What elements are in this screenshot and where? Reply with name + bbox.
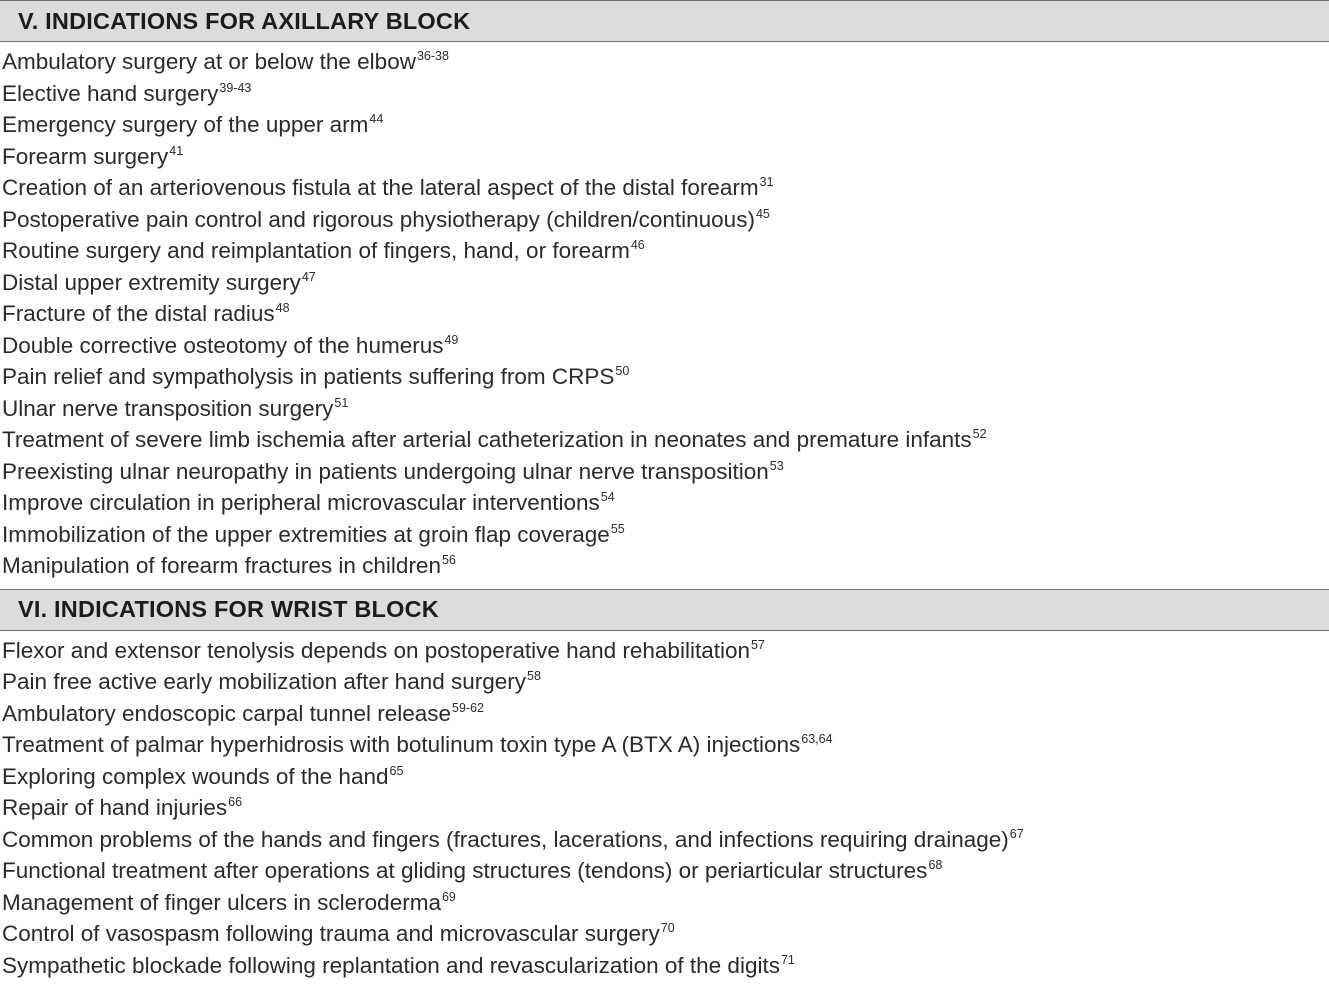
indication-row	[0, 792, 1329, 824]
indication-row	[0, 330, 1329, 362]
reference-superscript: 69	[441, 889, 456, 904]
indication-row	[0, 141, 1329, 173]
indication-text: Improve circulation in peripheral microvascular interventions	[2, 490, 600, 515]
indication-row	[0, 855, 1329, 887]
indication-text: Treatment of severe limb ischemia after arterial catheterization in neonates and premature infants	[2, 427, 972, 452]
indication-row	[0, 698, 1329, 730]
indication-row	[0, 267, 1329, 299]
indication-text: Common problems of the hands and fingers (fractures, lacerations, and infections requiring drainage)	[2, 826, 1009, 852]
reference-superscript: 47	[301, 269, 316, 284]
indication-text: Double corrective osteotomy of the humerus	[2, 332, 444, 358]
reference-superscript: 46	[630, 238, 645, 252]
wrist-indications-list	[0, 631, 1329, 982]
reference-superscript: 45	[755, 206, 770, 221]
indication-row	[0, 424, 1329, 456]
indication-text: Pain free active early mobilization after hand surgery	[2, 669, 527, 694]
indication-text: Fracture of the distal radius	[2, 301, 275, 326]
indication-row	[0, 109, 1329, 141]
indication-text: Exploring complex wounds of the hand	[2, 763, 389, 789]
reference-superscript: 52	[972, 427, 987, 441]
indication-row	[0, 456, 1329, 488]
indication-row	[0, 78, 1329, 110]
indication-text: Emergency surgery of the upper arm	[2, 112, 369, 137]
indication-row	[0, 46, 1329, 78]
reference-superscript: 57	[750, 637, 765, 652]
indication-row	[0, 487, 1329, 519]
indication-row	[0, 393, 1329, 425]
indication-text: Manipulation of forearm fractures in children	[2, 553, 441, 578]
reference-superscript: 49	[444, 332, 459, 347]
indication-row	[0, 887, 1329, 919]
reference-superscript: 56	[441, 553, 456, 567]
reference-superscript: 48	[275, 301, 290, 315]
reference-superscript: 36-38	[416, 49, 449, 63]
indication-text: Pain relief and sympatholysis in patients suffering from CRPS	[2, 364, 615, 389]
indication-text: Ambulatory surgery at or below the elbow	[2, 49, 416, 74]
indication-row	[0, 729, 1329, 761]
indication-row	[0, 950, 1329, 982]
reference-superscript: 68	[928, 858, 943, 872]
reference-superscript: 65	[389, 763, 404, 778]
reference-superscript: 54	[600, 490, 615, 504]
reference-superscript: 58	[527, 669, 541, 683]
indication-row	[0, 918, 1329, 950]
reference-superscript: 39-43	[219, 80, 252, 95]
indication-row	[0, 824, 1329, 856]
reference-superscript: 63,64	[801, 732, 833, 746]
indication-text: Sympathetic blockade following replantation and revascularization of the digits	[2, 952, 780, 978]
indication-text: Immobilization of the upper extremities at groin flap coverage	[2, 521, 610, 547]
reference-superscript: 55	[610, 521, 625, 536]
indication-text: Distal upper extremity surgery	[2, 269, 301, 295]
section-header-axillary: V. INDICATIONS FOR AXILLARY BLOCK	[0, 0, 1329, 42]
indication-text: Forearm surgery	[2, 143, 169, 169]
indication-text: Postoperative pain control and rigorous physiotherapy (children/continuous)	[2, 206, 755, 232]
indication-text: Control of vasospasm following trauma and microvascular surgery	[2, 921, 660, 946]
reference-superscript: 70	[660, 921, 675, 935]
reference-superscript: 41	[169, 143, 184, 158]
indication-text: Management of finger ulcers in scleroderma	[2, 889, 441, 915]
indication-text: Routine surgery and reimplantation of fingers, hand, or forearm	[2, 238, 630, 263]
indication-text: Ulnar nerve transposition surgery	[2, 395, 334, 421]
indication-text: Treatment of palmar hyperhidrosis with botulinum toxin type A (BTX A) injections	[2, 732, 801, 757]
indication-row	[0, 761, 1329, 793]
indication-row	[0, 235, 1329, 267]
reference-superscript: 67	[1009, 826, 1024, 841]
indication-row	[0, 361, 1329, 393]
reference-superscript: 50	[615, 364, 630, 378]
indication-text: Flexor and extensor tenolysis depends on postoperative hand rehabilitation	[2, 637, 750, 663]
indication-row	[0, 550, 1329, 582]
indication-text: Creation of an arteriovenous fistula at the lateral aspect of the distal forearm	[2, 175, 759, 200]
indication-text: Elective hand surgery	[2, 80, 219, 106]
reference-superscript: 51	[334, 395, 349, 410]
indication-text: Ambulatory endoscopic carpal tunnel release	[2, 700, 452, 726]
indication-row	[0, 666, 1329, 698]
reference-superscript: 31	[759, 175, 774, 189]
indication-row	[0, 519, 1329, 551]
indication-row	[0, 635, 1329, 667]
reference-superscript: 66	[228, 795, 243, 809]
indication-row	[0, 298, 1329, 330]
indication-row	[0, 172, 1329, 204]
reference-superscript: 59-62	[452, 700, 484, 715]
indication-row	[0, 204, 1329, 236]
axillary-indications-list	[0, 42, 1329, 582]
indication-text: Preexisting ulnar neuropathy in patients undergoing ulnar nerve transposition	[2, 458, 769, 484]
reference-superscript: 44	[369, 112, 384, 126]
section-header-wrist: VI. INDICATIONS FOR WRIST BLOCK	[0, 589, 1329, 631]
indication-text: Repair of hand injuries	[2, 795, 228, 820]
indication-text: Functional treatment after operations at gliding structures (tendons) or periarticular structures	[2, 858, 928, 883]
reference-superscript: 53	[769, 458, 784, 473]
reference-superscript: 71	[780, 952, 795, 967]
